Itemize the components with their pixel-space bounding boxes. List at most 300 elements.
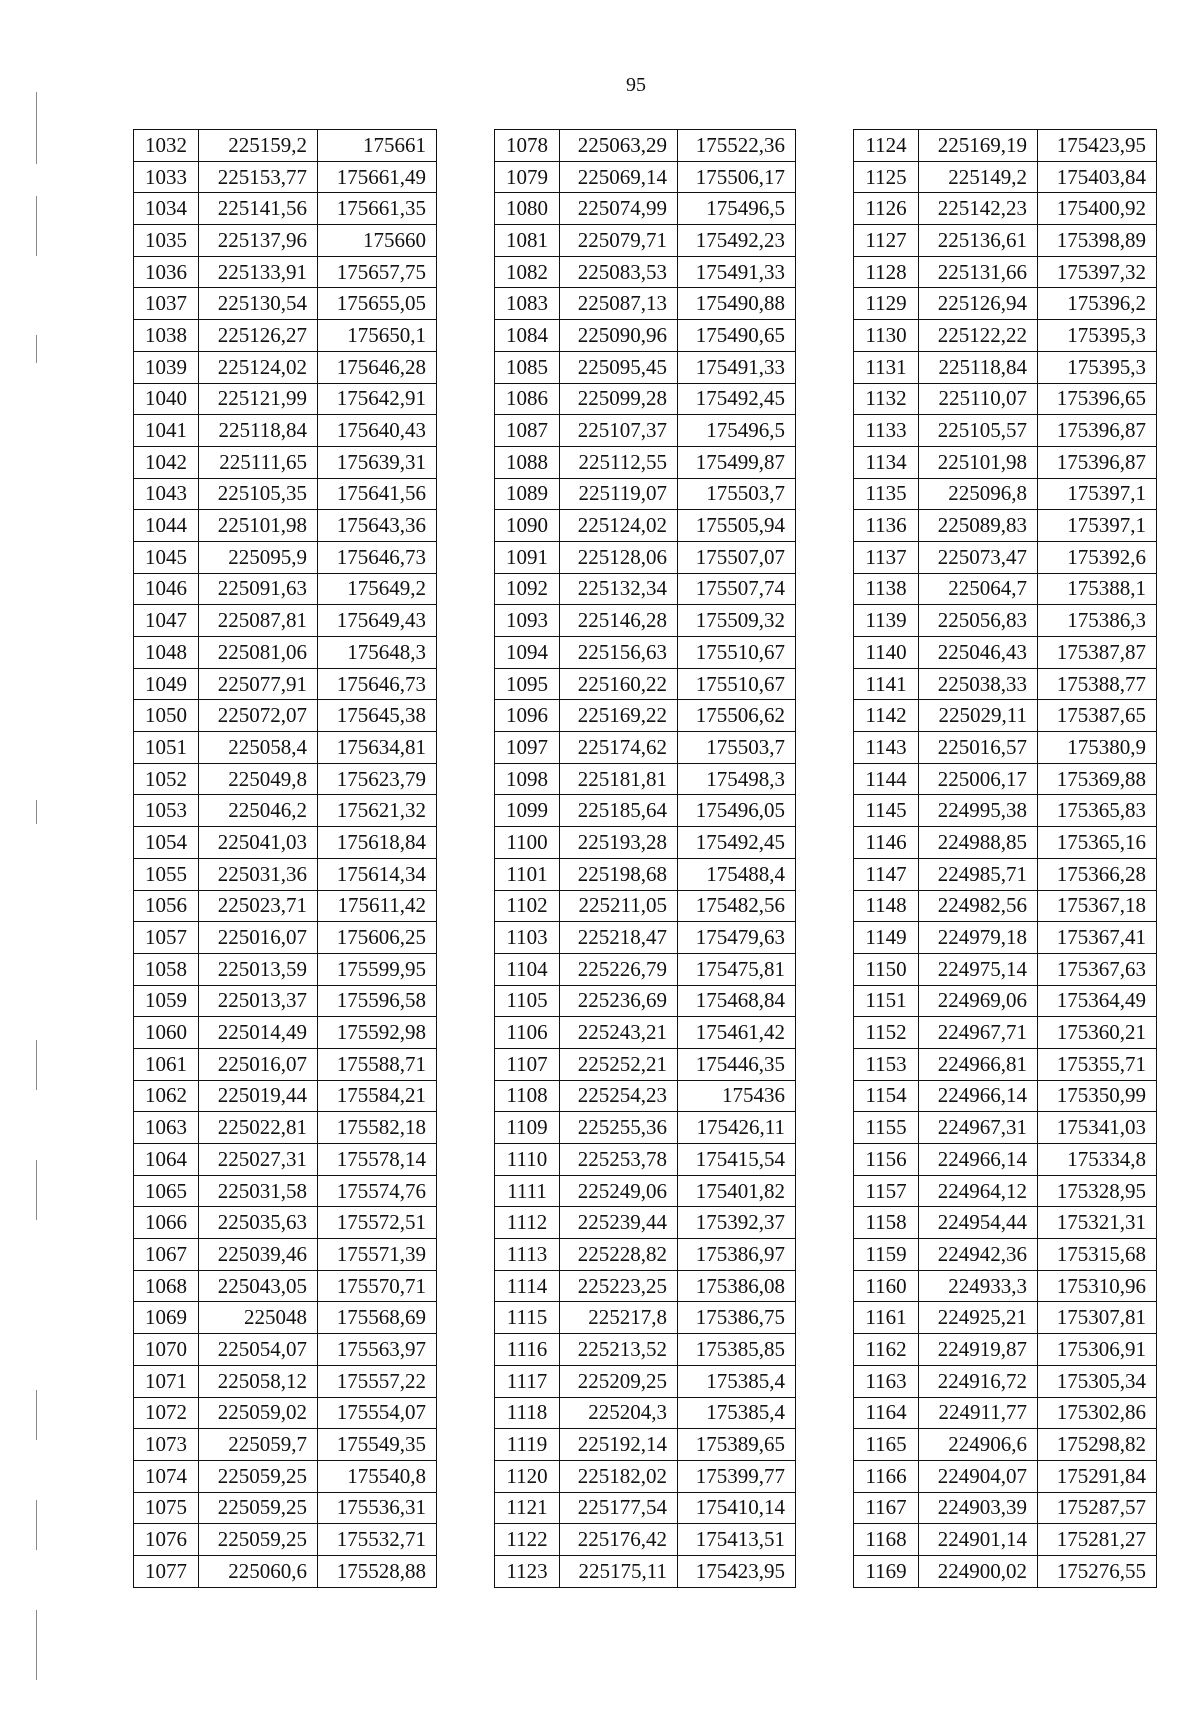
x-coordinate-cell: 225074,99 (560, 193, 678, 225)
y-coordinate-cell: 175584,21 (318, 1080, 437, 1112)
table-row (854, 700, 1157, 732)
x-coordinate-cell: 225198,68 (560, 858, 678, 890)
point-number-cell: 1097 (495, 732, 560, 764)
point-number-cell: 1118 (495, 1397, 560, 1429)
y-coordinate-cell: 175397,32 (1038, 256, 1157, 288)
y-coordinate-cell: 175661,35 (318, 193, 437, 225)
x-coordinate-cell: 225156,63 (560, 637, 678, 669)
x-coordinate-cell: 225014,49 (199, 1017, 318, 1049)
point-number-cell: 1131 (854, 351, 919, 383)
x-coordinate-cell: 224906,6 (919, 1429, 1038, 1461)
x-coordinate-cell: 224904,07 (919, 1460, 1038, 1492)
x-coordinate-cell: 225119,07 (560, 478, 678, 510)
x-coordinate-cell: 225056,83 (919, 605, 1038, 637)
margin-scan-line (36, 1040, 37, 1090)
y-coordinate-cell: 175492,45 (678, 827, 796, 859)
table-row (495, 1239, 796, 1271)
point-number-cell: 1149 (854, 922, 919, 954)
x-coordinate-cell: 225039,46 (199, 1239, 318, 1271)
x-coordinate-cell: 225132,34 (560, 573, 678, 605)
table-row (495, 1207, 796, 1239)
margin-scan-line (36, 1390, 37, 1440)
y-coordinate-cell: 175423,95 (678, 1555, 796, 1587)
table-row (854, 1555, 1157, 1587)
x-coordinate-cell: 224979,18 (919, 922, 1038, 954)
point-number-cell: 1122 (495, 1524, 560, 1556)
x-coordinate-cell: 225090,96 (560, 320, 678, 352)
point-number-cell: 1074 (134, 1460, 199, 1492)
x-coordinate-cell: 224900,02 (919, 1555, 1038, 1587)
x-coordinate-cell: 225193,28 (560, 827, 678, 859)
point-number-cell: 1032 (134, 130, 199, 162)
table-row (134, 1017, 437, 1049)
table-row (495, 605, 796, 637)
y-coordinate-cell: 175395,3 (1038, 351, 1157, 383)
point-number-cell: 1159 (854, 1239, 919, 1271)
table-row (854, 510, 1157, 542)
x-coordinate-cell: 225160,22 (560, 668, 678, 700)
x-coordinate-cell: 225022,81 (199, 1112, 318, 1144)
y-coordinate-cell: 175649,43 (318, 605, 437, 637)
y-coordinate-cell: 175618,84 (318, 827, 437, 859)
y-coordinate-cell: 175621,32 (318, 795, 437, 827)
y-coordinate-cell: 175298,82 (1038, 1429, 1157, 1461)
x-coordinate-cell: 225159,2 (199, 130, 318, 162)
table-row (134, 510, 437, 542)
point-number-cell: 1047 (134, 605, 199, 637)
table-row (134, 1048, 437, 1080)
table-row (134, 256, 437, 288)
point-number-cell: 1108 (495, 1080, 560, 1112)
x-coordinate-cell: 225111,65 (199, 446, 318, 478)
x-coordinate-cell: 225006,17 (919, 763, 1038, 795)
y-coordinate-cell: 175386,75 (678, 1302, 796, 1334)
point-number-cell: 1169 (854, 1555, 919, 1587)
y-coordinate-cell: 175387,65 (1038, 700, 1157, 732)
table-row (134, 446, 437, 478)
x-coordinate-cell: 225112,55 (560, 446, 678, 478)
x-coordinate-cell: 225243,21 (560, 1017, 678, 1049)
point-number-cell: 1143 (854, 732, 919, 764)
y-coordinate-cell: 175388,77 (1038, 668, 1157, 700)
y-coordinate-cell: 175496,5 (678, 415, 796, 447)
point-number-cell: 1075 (134, 1492, 199, 1524)
point-number-cell: 1042 (134, 446, 199, 478)
y-coordinate-cell: 175395,3 (1038, 320, 1157, 352)
table-row (134, 637, 437, 669)
table-row (495, 1080, 796, 1112)
x-coordinate-cell: 225083,53 (560, 256, 678, 288)
y-coordinate-cell: 175367,63 (1038, 953, 1157, 985)
x-coordinate-cell: 225019,44 (199, 1080, 318, 1112)
x-coordinate-cell: 224966,14 (919, 1080, 1038, 1112)
y-coordinate-cell: 175415,54 (678, 1144, 796, 1176)
table-row (134, 795, 437, 827)
y-coordinate-cell: 175392,37 (678, 1207, 796, 1239)
y-coordinate-cell: 175490,65 (678, 320, 796, 352)
table-row (854, 1048, 1157, 1080)
x-coordinate-cell: 225072,07 (199, 700, 318, 732)
table-row (134, 700, 437, 732)
x-coordinate-cell: 225058,12 (199, 1365, 318, 1397)
x-coordinate-cell: 225043,05 (199, 1270, 318, 1302)
point-number-cell: 1127 (854, 225, 919, 257)
point-number-cell: 1033 (134, 161, 199, 193)
table-row (854, 1397, 1157, 1429)
table-row (854, 922, 1157, 954)
point-number-cell: 1145 (854, 795, 919, 827)
margin-scan-line (36, 1160, 37, 1220)
x-coordinate-cell: 224985,71 (919, 858, 1038, 890)
table-row (854, 953, 1157, 985)
x-coordinate-cell: 225136,61 (919, 225, 1038, 257)
table-row (854, 1302, 1157, 1334)
y-coordinate-cell: 175401,82 (678, 1175, 796, 1207)
y-coordinate-cell: 175385,4 (678, 1365, 796, 1397)
y-coordinate-cell: 175507,07 (678, 541, 796, 573)
x-coordinate-cell: 225177,54 (560, 1492, 678, 1524)
x-coordinate-cell: 225217,8 (560, 1302, 678, 1334)
y-coordinate-cell: 175315,68 (1038, 1239, 1157, 1271)
point-number-cell: 1070 (134, 1334, 199, 1366)
y-coordinate-cell: 175503,7 (678, 478, 796, 510)
table-row (134, 130, 437, 162)
table-row (495, 985, 796, 1017)
point-number-cell: 1069 (134, 1302, 199, 1334)
y-coordinate-cell: 175645,38 (318, 700, 437, 732)
x-coordinate-cell: 225089,83 (919, 510, 1038, 542)
table-row (854, 1144, 1157, 1176)
y-coordinate-cell: 175426,11 (678, 1112, 796, 1144)
point-number-cell: 1055 (134, 858, 199, 890)
point-number-cell: 1034 (134, 193, 199, 225)
table-row (854, 478, 1157, 510)
x-coordinate-cell: 225046,43 (919, 637, 1038, 669)
point-number-cell: 1092 (495, 573, 560, 605)
y-coordinate-cell: 175389,65 (678, 1429, 796, 1461)
point-number-cell: 1086 (495, 383, 560, 415)
x-coordinate-cell: 225059,7 (199, 1429, 318, 1461)
x-coordinate-cell: 225169,19 (919, 130, 1038, 162)
table-row (495, 573, 796, 605)
y-coordinate-cell: 175611,42 (318, 890, 437, 922)
x-coordinate-cell: 225176,42 (560, 1524, 678, 1556)
y-coordinate-cell: 175596,58 (318, 985, 437, 1017)
y-coordinate-cell: 175380,9 (1038, 732, 1157, 764)
x-coordinate-cell: 224911,77 (919, 1397, 1038, 1429)
point-number-cell: 1053 (134, 795, 199, 827)
point-number-cell: 1081 (495, 225, 560, 257)
table-row (134, 890, 437, 922)
table-row (854, 668, 1157, 700)
x-coordinate-cell: 225099,28 (560, 383, 678, 415)
x-coordinate-cell: 224903,39 (919, 1492, 1038, 1524)
x-coordinate-cell: 224969,06 (919, 985, 1038, 1017)
table-row (134, 922, 437, 954)
x-coordinate-cell: 225213,52 (560, 1334, 678, 1366)
x-coordinate-cell: 225048 (199, 1302, 318, 1334)
x-coordinate-cell: 225077,91 (199, 668, 318, 700)
x-coordinate-cell: 225130,54 (199, 288, 318, 320)
point-number-cell: 1054 (134, 827, 199, 859)
table-row (134, 1112, 437, 1144)
table-row (854, 446, 1157, 478)
x-coordinate-cell: 225239,44 (560, 1207, 678, 1239)
point-number-cell: 1141 (854, 668, 919, 700)
y-coordinate-cell: 175446,35 (678, 1048, 796, 1080)
table-row (495, 1397, 796, 1429)
x-coordinate-cell: 225029,11 (919, 700, 1038, 732)
x-coordinate-cell: 225016,07 (199, 922, 318, 954)
table-row (134, 1429, 437, 1461)
table-row (495, 1144, 796, 1176)
table-row (495, 1429, 796, 1461)
y-coordinate-cell: 175396,87 (1038, 415, 1157, 447)
point-number-cell: 1130 (854, 320, 919, 352)
point-number-cell: 1100 (495, 827, 560, 859)
x-coordinate-cell: 225153,77 (199, 161, 318, 193)
coordinate-table-1 (133, 129, 437, 1588)
coordinate-table-3 (853, 129, 1157, 1588)
y-coordinate-cell: 175655,05 (318, 288, 437, 320)
point-number-cell: 1085 (495, 351, 560, 383)
y-coordinate-cell: 175557,22 (318, 1365, 437, 1397)
table-row (134, 1555, 437, 1587)
table-row (134, 763, 437, 795)
y-coordinate-cell: 175643,36 (318, 510, 437, 542)
table-row (854, 1270, 1157, 1302)
table-row (854, 1207, 1157, 1239)
point-number-cell: 1140 (854, 637, 919, 669)
x-coordinate-cell: 225031,58 (199, 1175, 318, 1207)
table-row (854, 573, 1157, 605)
x-coordinate-cell: 225069,14 (560, 161, 678, 193)
point-number-cell: 1051 (134, 732, 199, 764)
x-coordinate-cell: 225101,98 (199, 510, 318, 542)
table-row (495, 1492, 796, 1524)
margin-scan-line (36, 1610, 37, 1680)
table-row (495, 1334, 796, 1366)
y-coordinate-cell: 175646,73 (318, 541, 437, 573)
x-coordinate-cell: 225131,66 (919, 256, 1038, 288)
point-number-cell: 1124 (854, 130, 919, 162)
x-coordinate-cell: 224942,36 (919, 1239, 1038, 1271)
point-number-cell: 1043 (134, 478, 199, 510)
page-number: 95 (626, 74, 646, 96)
point-number-cell: 1048 (134, 637, 199, 669)
table-row (134, 732, 437, 764)
table-row (134, 985, 437, 1017)
table-row (495, 351, 796, 383)
y-coordinate-cell: 175510,67 (678, 637, 796, 669)
table-row (134, 415, 437, 447)
y-coordinate-cell: 175540,8 (318, 1460, 437, 1492)
table-row (134, 858, 437, 890)
x-coordinate-cell: 225118,84 (919, 351, 1038, 383)
x-coordinate-cell: 225204,3 (560, 1397, 678, 1429)
y-coordinate-cell: 175367,18 (1038, 890, 1157, 922)
y-coordinate-cell: 175492,45 (678, 383, 796, 415)
y-coordinate-cell: 175385,85 (678, 1334, 796, 1366)
y-coordinate-cell: 175506,62 (678, 700, 796, 732)
margin-scan-line (36, 800, 37, 824)
point-number-cell: 1080 (495, 193, 560, 225)
table-row (495, 1017, 796, 1049)
margin-scan-line (36, 1500, 37, 1550)
y-coordinate-cell: 175614,34 (318, 858, 437, 890)
y-coordinate-cell: 175461,42 (678, 1017, 796, 1049)
x-coordinate-cell: 225226,79 (560, 953, 678, 985)
table-row (854, 288, 1157, 320)
table-row (495, 763, 796, 795)
y-coordinate-cell: 175646,73 (318, 668, 437, 700)
x-coordinate-cell: 225174,62 (560, 732, 678, 764)
point-number-cell: 1096 (495, 700, 560, 732)
x-coordinate-cell: 225016,57 (919, 732, 1038, 764)
table-row (495, 668, 796, 700)
point-number-cell: 1154 (854, 1080, 919, 1112)
y-coordinate-cell: 175549,35 (318, 1429, 437, 1461)
table-row (134, 541, 437, 573)
y-coordinate-cell: 175623,79 (318, 763, 437, 795)
x-coordinate-cell: 224988,85 (919, 827, 1038, 859)
y-coordinate-cell: 175646,28 (318, 351, 437, 383)
x-coordinate-cell: 225255,36 (560, 1112, 678, 1144)
point-number-cell: 1148 (854, 890, 919, 922)
table-row (134, 1207, 437, 1239)
point-number-cell: 1103 (495, 922, 560, 954)
point-number-cell: 1144 (854, 763, 919, 795)
y-coordinate-cell: 175385,4 (678, 1397, 796, 1429)
point-number-cell: 1049 (134, 668, 199, 700)
point-number-cell: 1098 (495, 763, 560, 795)
x-coordinate-cell: 225095,9 (199, 541, 318, 573)
table-row (495, 320, 796, 352)
point-number-cell: 1036 (134, 256, 199, 288)
point-number-cell: 1090 (495, 510, 560, 542)
table-row (495, 732, 796, 764)
y-coordinate-cell: 175570,71 (318, 1270, 437, 1302)
x-coordinate-cell: 225126,94 (919, 288, 1038, 320)
table-row (854, 1080, 1157, 1112)
x-coordinate-cell: 224933,3 (919, 1270, 1038, 1302)
table-row (495, 827, 796, 859)
x-coordinate-cell: 225054,07 (199, 1334, 318, 1366)
x-coordinate-cell: 224901,14 (919, 1524, 1038, 1556)
x-coordinate-cell: 225035,63 (199, 1207, 318, 1239)
table-row (495, 478, 796, 510)
point-number-cell: 1166 (854, 1460, 919, 1492)
point-number-cell: 1056 (134, 890, 199, 922)
table-row (134, 1144, 437, 1176)
y-coordinate-cell: 175642,91 (318, 383, 437, 415)
x-coordinate-cell: 225181,81 (560, 763, 678, 795)
x-coordinate-cell: 225137,96 (199, 225, 318, 257)
y-coordinate-cell: 175532,71 (318, 1524, 437, 1556)
x-coordinate-cell: 225081,06 (199, 637, 318, 669)
x-coordinate-cell: 225249,06 (560, 1175, 678, 1207)
y-coordinate-cell: 175568,69 (318, 1302, 437, 1334)
y-coordinate-cell: 175634,81 (318, 732, 437, 764)
table-row (495, 1524, 796, 1556)
table-row (495, 288, 796, 320)
x-coordinate-cell: 225059,25 (199, 1524, 318, 1556)
y-coordinate-cell: 175302,86 (1038, 1397, 1157, 1429)
table-row (134, 668, 437, 700)
y-coordinate-cell: 175641,56 (318, 478, 437, 510)
point-number-cell: 1165 (854, 1429, 919, 1461)
y-coordinate-cell: 175490,88 (678, 288, 796, 320)
y-coordinate-cell: 175507,74 (678, 573, 796, 605)
x-coordinate-cell: 225105,35 (199, 478, 318, 510)
point-number-cell: 1161 (854, 1302, 919, 1334)
table-row (495, 922, 796, 954)
table-row (854, 1112, 1157, 1144)
x-coordinate-cell: 225041,03 (199, 827, 318, 859)
x-coordinate-cell: 225087,81 (199, 605, 318, 637)
y-coordinate-cell: 175475,81 (678, 953, 796, 985)
y-coordinate-cell: 175365,16 (1038, 827, 1157, 859)
y-coordinate-cell: 175506,17 (678, 161, 796, 193)
point-number-cell: 1091 (495, 541, 560, 573)
y-coordinate-cell: 175582,18 (318, 1112, 437, 1144)
x-coordinate-cell: 225059,25 (199, 1460, 318, 1492)
point-number-cell: 1079 (495, 161, 560, 193)
table-row (134, 288, 437, 320)
y-coordinate-cell: 175334,8 (1038, 1144, 1157, 1176)
x-coordinate-cell: 225236,69 (560, 985, 678, 1017)
x-coordinate-cell: 225175,11 (560, 1555, 678, 1587)
y-coordinate-cell: 175398,89 (1038, 225, 1157, 257)
margin-scan-line (36, 92, 37, 164)
point-number-cell: 1106 (495, 1017, 560, 1049)
point-number-cell: 1162 (854, 1334, 919, 1366)
point-number-cell: 1160 (854, 1270, 919, 1302)
table-row (854, 1524, 1157, 1556)
point-number-cell: 1121 (495, 1492, 560, 1524)
point-number-cell: 1059 (134, 985, 199, 1017)
point-number-cell: 1120 (495, 1460, 560, 1492)
point-number-cell: 1093 (495, 605, 560, 637)
point-number-cell: 1101 (495, 858, 560, 890)
y-coordinate-cell: 175505,94 (678, 510, 796, 542)
y-coordinate-cell: 175482,56 (678, 890, 796, 922)
x-coordinate-cell: 224966,14 (919, 1144, 1038, 1176)
point-number-cell: 1134 (854, 446, 919, 478)
point-number-cell: 1102 (495, 890, 560, 922)
table-row (134, 1397, 437, 1429)
table-row (495, 1112, 796, 1144)
x-coordinate-cell: 225073,47 (919, 541, 1038, 573)
point-number-cell: 1061 (134, 1048, 199, 1080)
x-coordinate-cell: 225169,22 (560, 700, 678, 732)
x-coordinate-cell: 224964,12 (919, 1175, 1038, 1207)
table-row (854, 1334, 1157, 1366)
x-coordinate-cell: 225118,84 (199, 415, 318, 447)
y-coordinate-cell: 175436 (678, 1080, 796, 1112)
x-coordinate-cell: 224919,87 (919, 1334, 1038, 1366)
table-row (854, 1175, 1157, 1207)
point-number-cell: 1115 (495, 1302, 560, 1334)
point-number-cell: 1063 (134, 1112, 199, 1144)
x-coordinate-cell: 225079,71 (560, 225, 678, 257)
table-row (854, 130, 1157, 162)
y-coordinate-cell: 175649,2 (318, 573, 437, 605)
y-coordinate-cell: 175510,67 (678, 668, 796, 700)
x-coordinate-cell: 225122,22 (919, 320, 1038, 352)
table-row (134, 953, 437, 985)
x-coordinate-cell: 225031,36 (199, 858, 318, 890)
